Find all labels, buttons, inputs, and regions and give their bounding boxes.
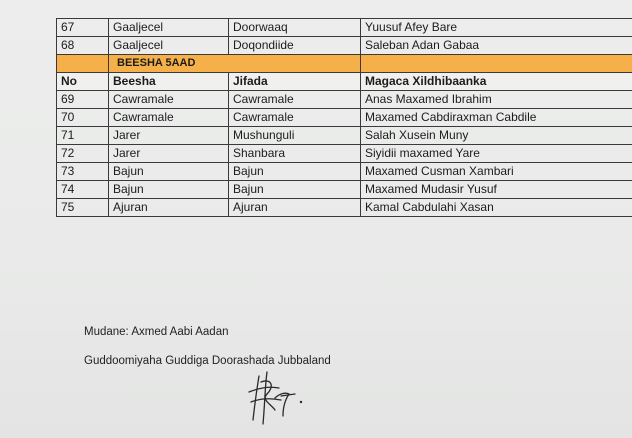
cell-jifada: Shanbara [229, 145, 361, 163]
header-no: No [57, 73, 109, 91]
cell-magaca: Yuusuf Afey Bare [361, 19, 632, 37]
table-row [57, 163, 632, 181]
header-jifada: Jifada [229, 73, 361, 91]
table-row [57, 145, 632, 163]
table-row [57, 91, 632, 109]
cell-magaca: Maxamed Cusman Xambari [361, 163, 632, 181]
cell-beesha: Ajuran [109, 199, 229, 217]
cell-magaca: Salah Xusein Muny [361, 127, 632, 145]
table-row [57, 127, 632, 145]
cell-beesha: Jarer [109, 145, 229, 163]
signatory-name: Mudane: Axmed Aabi Aadan [84, 326, 229, 338]
section-title: BEESHA 5AAD [109, 55, 361, 73]
cell-jifada: Ajuran [229, 199, 361, 217]
cell-no: 71 [57, 127, 109, 145]
cell-beesha: Bajun [109, 181, 229, 199]
header-beesha: Beesha [109, 73, 229, 91]
cell-jifada: Bajun [229, 181, 361, 199]
cell-magaca: Kamal Cabdulahi Xasan [361, 199, 632, 217]
signature-mark [245, 368, 325, 430]
cell-beesha: Gaaljecel [109, 19, 229, 37]
cell-jifada: Bajun [229, 163, 361, 181]
table-row [57, 37, 632, 55]
cell-no: 72 [57, 145, 109, 163]
cell-no: 70 [57, 109, 109, 127]
cell-jifada: Mushunguli [229, 127, 361, 145]
section-header-row [57, 55, 632, 73]
cell-beesha: Cawramale [109, 109, 229, 127]
section-blank-cell [57, 55, 109, 73]
section-blank-cell [361, 55, 632, 73]
cell-beesha: Cawramale [109, 91, 229, 109]
members-table [56, 18, 632, 217]
cell-beesha: Bajun [109, 163, 229, 181]
table-row [57, 109, 632, 127]
header-magaca: Magaca Xildhibaanka [361, 73, 632, 91]
signatory-title: Guddoomiyaha Guddiga Doorashada Jubbaland [84, 355, 331, 367]
cell-no: 74 [57, 181, 109, 199]
cell-no: 73 [57, 163, 109, 181]
cell-jifada: Cawramale [229, 109, 361, 127]
cell-jifada: Doorwaaq [229, 19, 361, 37]
cell-magaca: Maxamed Cabdiraxman Cabdile [361, 109, 632, 127]
cell-beesha: Gaaljecel [109, 37, 229, 55]
cell-no: 69 [57, 91, 109, 109]
cell-magaca: Siyidii maxamed Yare [361, 145, 632, 163]
cell-magaca: Anas Maxamed Ibrahim [361, 91, 632, 109]
cell-no: 68 [57, 37, 109, 55]
cell-magaca: Saleban Adan Gabaa [361, 37, 632, 55]
table-row [57, 19, 632, 37]
cell-no: 75 [57, 199, 109, 217]
table-row [57, 199, 632, 217]
column-header-row [57, 73, 632, 91]
cell-jifada: Doqondiide [229, 37, 361, 55]
table-row [57, 181, 632, 199]
cell-jifada: Cawramale [229, 91, 361, 109]
cell-beesha: Jarer [109, 127, 229, 145]
cell-no: 67 [57, 19, 109, 37]
cell-magaca: Maxamed Mudasir Yusuf [361, 181, 632, 199]
